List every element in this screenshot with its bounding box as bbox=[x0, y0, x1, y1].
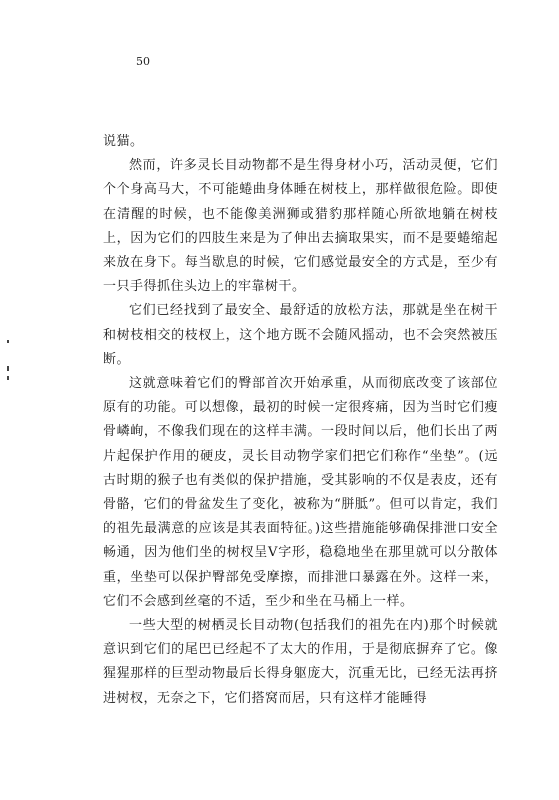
paragraph: 然而，许多灵长目动物都不是生得身材小巧，活动灵便，它们个个身高马大，不可能蜷曲身体睡在树枝上，那样做很危险。即使在清醒的时候，也不能像美洲狮或猎豹那样随心所欲地躺在树枝上，因为它们的四肢生来是为了伸出去摘取果实，而不是要蜷缩起来放在身下。每当歇息的时候，它们感觉最安全的方式是，至少有一只手得抓住头边上的牢靠树干。 bbox=[103, 158, 498, 295]
paragraph: 它们已经找到了最安全、最舒适的放松方法，那就是坐在树干和树枝相交的枝杈上，这个地方既不会随风摇动，也不会突然被压断。 bbox=[103, 303, 498, 367]
scan-margin-marks bbox=[0, 0, 20, 800]
body-text bbox=[103, 130, 498, 711]
page-number: 50 bbox=[136, 55, 150, 68]
scan-mark bbox=[7, 340, 9, 343]
paragraph: 说猫。 bbox=[103, 134, 144, 149]
scan-mark bbox=[7, 366, 9, 371]
scan-mark bbox=[7, 376, 9, 380]
paragraph: 一些大型的树栖灵长目动物(包括我们的祖先在内)那个时候就意识到它们的尾巴已经起不了太大的作用，于是彻底摒弃了它。像猩猩那样的巨型动物最后长得身躯庞大，沉重无比，已经无法再挤进树杈，无奈之下，它们搭窝而居，只有这样才能睡得 bbox=[103, 618, 498, 706]
paragraph: 这就意味着它们的臀部首次开始承重，从而彻底改变了该部位原有的功能。可以想像，最初的时候一定很疼痛，因为当时它们瘦骨嶙峋，不像我们现在的这样丰满。一段时间以后，他们长出了两片起保护作用的硬皮，灵长目动物学家们把它们称作“坐垫”。(远古时期的猴子也有类似的保护措施，受其影响的不仅是表皮，还有骨骼，它们的骨盆发生了变化，被称为“胼胝”。但可以肯定，我们的祖先最满意的应该是其表面特征。)这些措施能够确保排泄口安全畅通，因为他们坐的树杈呈Ⅴ字形，稳稳地坐在那里就可以分散体重，坐垫可以保护臀部免受摩擦，而排泄口暴露在外。这样一来，它们不会感到丝毫的不适，至少和坐在马桶上一样。 bbox=[103, 376, 498, 609]
